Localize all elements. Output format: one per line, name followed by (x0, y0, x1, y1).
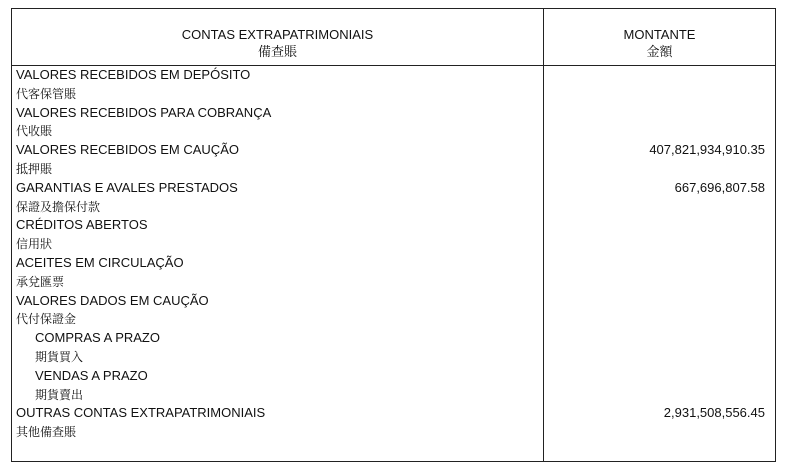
table-row (12, 216, 775, 235)
row-label: 抵押賬 (16, 161, 53, 176)
row-label: 保證及擔保付款 (16, 199, 101, 214)
row-amount: 407,821,934,910.35 (649, 142, 765, 158)
row-label: VALORES RECEBIDOS EM DEPÓSITO (16, 67, 251, 82)
row-label: 承兌匯票 (16, 274, 65, 289)
table-row (12, 198, 775, 217)
table-row (12, 235, 775, 254)
row-label: 期貨賣出 (35, 387, 84, 402)
off-balance-sheet-table (11, 8, 776, 462)
header-amount (544, 26, 775, 60)
table-row (12, 104, 775, 123)
table-row (12, 348, 775, 367)
row-label: OUTRAS CONTAS EXTRAPATRIMONIAIS (16, 405, 266, 421)
table-row (12, 179, 775, 198)
table-row (12, 386, 775, 405)
row-label: 其他備查賬 (16, 425, 77, 440)
row-amount: 2,931,508,556.45 (663, 405, 765, 421)
header-amount-zh: 金額 (646, 44, 673, 59)
row-label: COMPRAS A PRAZO (35, 330, 160, 346)
row-label: 代收賬 (16, 124, 53, 139)
table-row (12, 273, 775, 292)
row-label: VALORES DADOS EM CAUÇÃO (16, 292, 209, 308)
header-accounts-zh: 備查賬 (257, 44, 297, 59)
table-row (12, 329, 775, 348)
header-accounts (12, 26, 543, 60)
table-row (12, 66, 775, 85)
table-row (12, 310, 775, 329)
row-amount: 667,696,807.58 (674, 179, 765, 195)
row-label: CRÉDITOS ABERTOS (16, 217, 148, 233)
row-label: ACEITES EM CIRCULAÇÃO (16, 254, 184, 270)
header-accounts-pt: CONTAS EXTRAPATRIMONIAIS (181, 27, 374, 42)
table-row (12, 85, 775, 104)
row-label: VENDAS A PRAZO (35, 367, 148, 383)
row-label: 信用狀 (16, 237, 53, 252)
table-row (12, 367, 775, 386)
table-row (12, 423, 775, 442)
table-row (12, 292, 775, 311)
row-label: 期貨買入 (35, 349, 84, 364)
header-amount-pt: MONTANTE (623, 27, 696, 42)
table-row (12, 160, 775, 179)
row-label: 代付保證金 (16, 312, 77, 327)
row-label: VALORES RECEBIDOS PARA COBRANÇA (16, 104, 272, 120)
table-row (12, 141, 775, 160)
table-row (12, 254, 775, 273)
row-label: VALORES RECEBIDOS EM CAUÇÃO (16, 142, 239, 158)
row-label: GARANTIAS E AVALES PRESTADOS (16, 179, 238, 195)
table-row (12, 404, 775, 423)
row-label: 代客保管賬 (16, 86, 77, 101)
table-body (12, 66, 775, 442)
table-row (12, 122, 775, 141)
